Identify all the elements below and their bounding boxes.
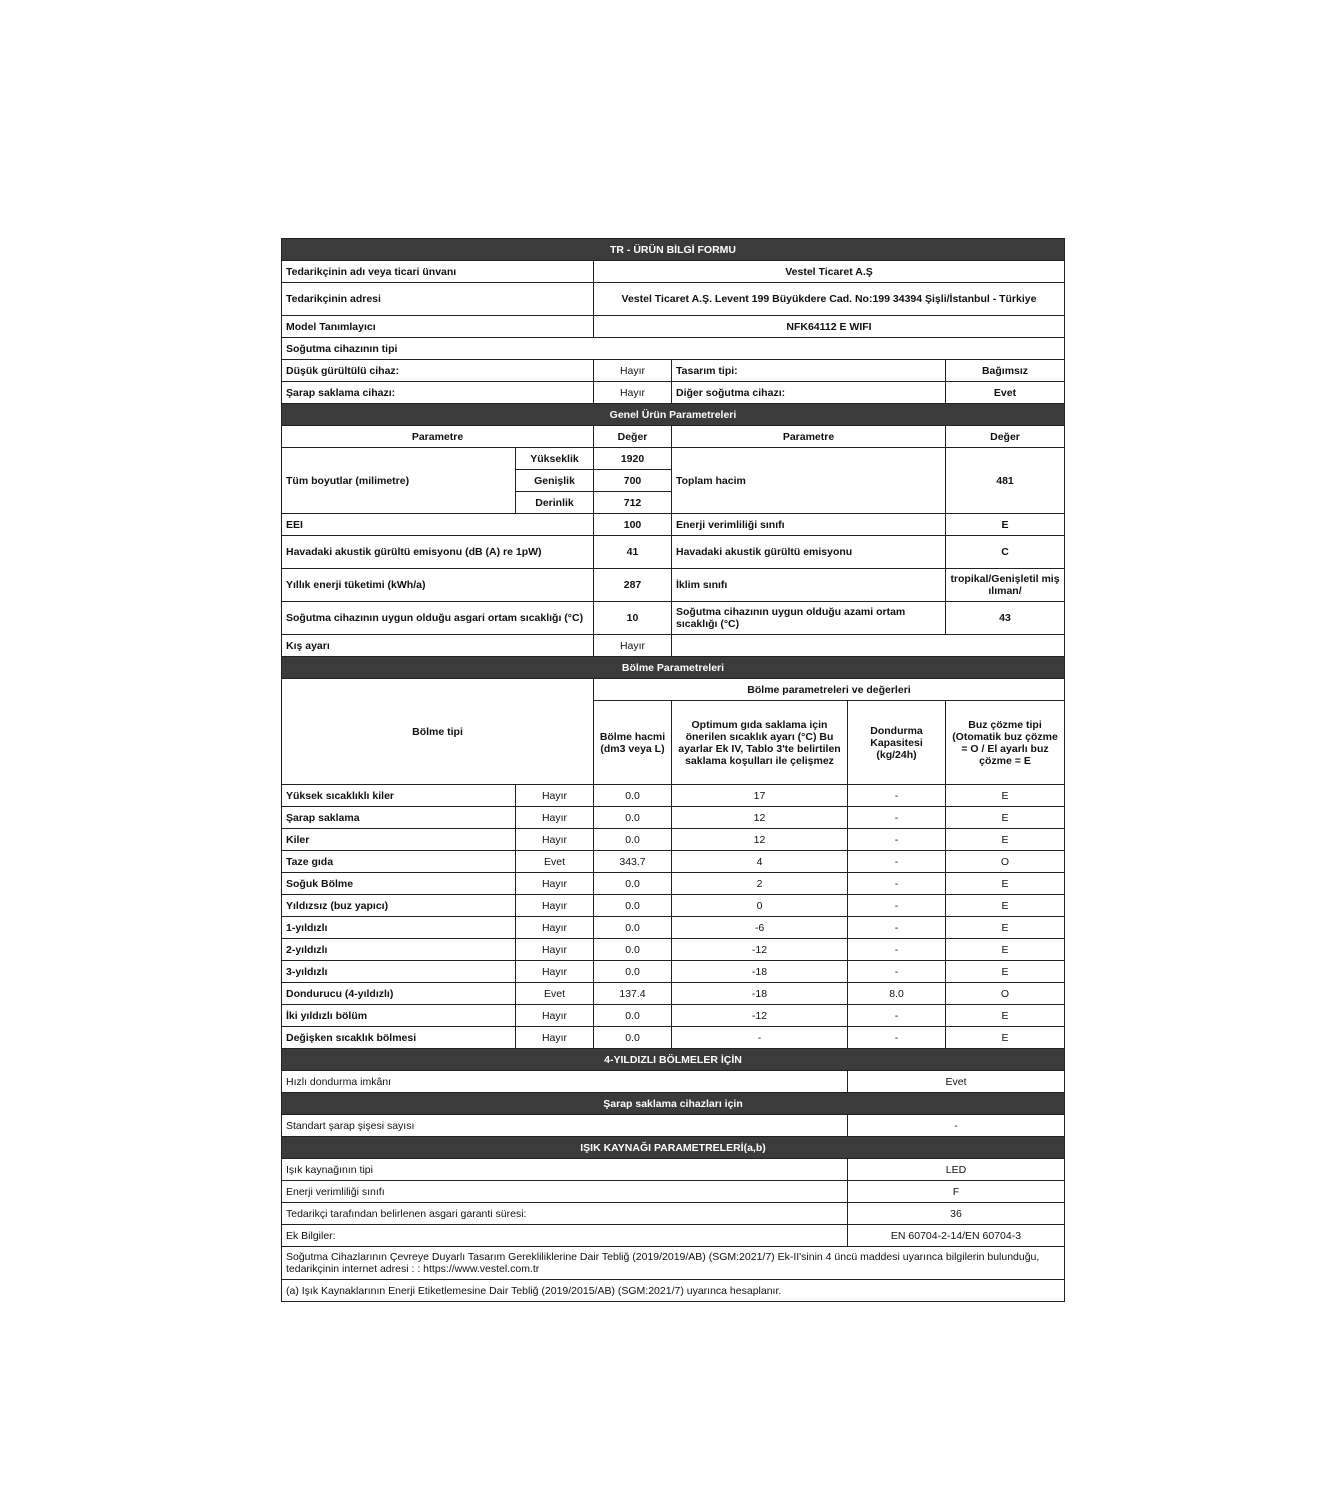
- compartment-freeze: -: [848, 829, 946, 851]
- compartment-freeze: -: [848, 1005, 946, 1027]
- wine-bottles-value: -: [848, 1115, 1065, 1137]
- min-temp-label: Soğutma cihazının uygun olduğu asgari ortam sıcaklığı (°C): [282, 602, 594, 635]
- winter-setting-empty: [672, 635, 1065, 657]
- energy-class-label: Enerji verimliliği sınıfı: [672, 514, 946, 536]
- compartment-defrost: E: [946, 1027, 1065, 1049]
- compartment-type-header: Bölme tipi: [282, 679, 594, 785]
- wine-device-label: Şarap saklama cihazı:: [282, 382, 594, 404]
- compartment-name: Soğuk Bölme: [282, 873, 516, 895]
- other-device-label: Diğer soğutma cihazı:: [672, 382, 946, 404]
- min-temp-value: 10: [594, 602, 672, 635]
- compartment-name: Dondurucu (4-yıldızlı): [282, 983, 516, 1005]
- compartment-subheader: Bölme parametreleri ve değerleri: [594, 679, 1065, 701]
- general-params-band: Genel Ürün Parametreleri: [282, 404, 1065, 426]
- compartment-defrost: E: [946, 873, 1065, 895]
- compartment-row: [282, 851, 1065, 873]
- annual-energy-label: Yıllık enerji tüketimi (kWh/a): [282, 569, 594, 602]
- regulation-note: Soğutma Cihazlarının Çevreye Duyarlı Tasarım Gerekliliklerine Dair Tebliğ (2019/2019/AB) (SGM:2021/7) Ek-II'sinin 4 üncü maddesi uyarınca bilgilerin bulunduğu, tedarikçinin internet adresi : : https://www.vestel.com.tr: [282, 1247, 1065, 1280]
- supplier-name-value: Vestel Ticaret A.Ş: [594, 261, 1065, 283]
- compartment-name: Kiler: [282, 829, 516, 851]
- compartment-row: [282, 829, 1065, 851]
- noise-db-label: Havadaki akustik gürültü emisyonu (dB (A) re 1pW): [282, 536, 594, 569]
- compartment-freeze: -: [848, 895, 946, 917]
- product-info-sheet: [281, 238, 1064, 1302]
- four-star-band: 4-YILDIZLI BÖLMELER İÇİN: [282, 1049, 1065, 1071]
- light-energy-class-value: F: [848, 1181, 1065, 1203]
- compartment-volume: 0.0: [594, 807, 672, 829]
- compartment-defrost: E: [946, 939, 1065, 961]
- compartment-freeze: -: [848, 961, 946, 983]
- compartment-row: [282, 983, 1065, 1005]
- compartment-row: [282, 785, 1065, 807]
- compartment-volume: 0.0: [594, 829, 672, 851]
- device-type-heading: Soğutma cihazının tipi: [282, 338, 1065, 360]
- compartment-temp: -12: [672, 939, 848, 961]
- compartment-present: Hayır: [516, 939, 594, 961]
- compartment-freeze: -: [848, 851, 946, 873]
- noise-db-value: 41: [594, 536, 672, 569]
- noise-class-value: C: [946, 536, 1065, 569]
- compartment-present: Evet: [516, 851, 594, 873]
- col-param-header-2: Parametre: [672, 426, 946, 448]
- dim-height-label: Yükseklik: [516, 448, 594, 470]
- low-noise-label: Düşük gürültülü cihaz:: [282, 360, 594, 382]
- compartment-temp: -12: [672, 1005, 848, 1027]
- compartment-volume: 137.4: [594, 983, 672, 1005]
- compartment-freeze: 8.0: [848, 983, 946, 1005]
- compartment-volume: 0.0: [594, 1027, 672, 1049]
- total-volume-value: 481: [946, 448, 1065, 514]
- design-type-label: Tasarım tipi:: [672, 360, 946, 382]
- compartment-params-band: Bölme Parametreleri: [282, 657, 1065, 679]
- extra-info-value: EN 60704-2-14/EN 60704-3: [848, 1225, 1065, 1247]
- compartment-row: [282, 939, 1065, 961]
- compartment-present: Hayır: [516, 873, 594, 895]
- model-label: Model Tanımlayıcı: [282, 316, 594, 338]
- supplier-address-value: Vestel Ticaret A.Ş. Levent 199 Büyükdere Cad. No:199 34394 Şişli/İstanbul - Türkiye: [594, 283, 1065, 316]
- dim-depth-label: Derinlik: [516, 492, 594, 514]
- form-title: TR - ÜRÜN BİLGİ FORMU: [282, 239, 1065, 261]
- wine-band: Şarap saklama cihazları için: [282, 1093, 1065, 1115]
- compartment-freeze: -: [848, 1027, 946, 1049]
- compartment-freeze-header: Dondurma Kapasitesi (kg/24h): [848, 701, 946, 785]
- compartment-temp: 2: [672, 873, 848, 895]
- compartment-defrost: E: [946, 895, 1065, 917]
- compartment-temp: 12: [672, 829, 848, 851]
- compartment-row: [282, 873, 1065, 895]
- dim-width-value: 700: [594, 470, 672, 492]
- compartment-volume-header: Bölme hacmi (dm3 veya L): [594, 701, 672, 785]
- compartment-volume: 0.0: [594, 961, 672, 983]
- col-value-header: Değer: [594, 426, 672, 448]
- eei-value: 100: [594, 514, 672, 536]
- compartment-volume: 0.0: [594, 873, 672, 895]
- compartment-temp: 0: [672, 895, 848, 917]
- compartment-temp: 12: [672, 807, 848, 829]
- compartment-freeze: -: [848, 939, 946, 961]
- dimensions-label: Tüm boyutlar (milimetre): [282, 448, 516, 514]
- dim-height-value: 1920: [594, 448, 672, 470]
- col-param-header: Parametre: [282, 426, 594, 448]
- compartment-name: Taze gıda: [282, 851, 516, 873]
- compartment-name: Değişken sıcaklık bölmesi: [282, 1027, 516, 1049]
- compartment-freeze: -: [848, 785, 946, 807]
- compartment-name: 2-yıldızlı: [282, 939, 516, 961]
- compartment-present: Hayır: [516, 1005, 594, 1027]
- design-type-value: Bağımsız: [946, 360, 1065, 382]
- eei-label: EEI: [282, 514, 594, 536]
- compartment-row: [282, 961, 1065, 983]
- light-regulation-note: (a) Işık Kaynaklarının Enerji Etiketlemesine Dair Tebliğ (2019/2015/AB) (SGM:2021/7) uyarınca hesaplanır.: [282, 1280, 1065, 1302]
- compartment-present: Evet: [516, 983, 594, 1005]
- compartment-defrost: E: [946, 807, 1065, 829]
- compartment-defrost: O: [946, 983, 1065, 1005]
- compartment-present: Hayır: [516, 785, 594, 807]
- compartment-row: [282, 807, 1065, 829]
- compartment-present: Hayır: [516, 807, 594, 829]
- compartment-name: Yıldızsız (buz yapıcı): [282, 895, 516, 917]
- compartment-volume: 0.0: [594, 895, 672, 917]
- compartment-name: 1-yıldızlı: [282, 917, 516, 939]
- other-device-value: Evet: [946, 382, 1065, 404]
- energy-class-value: E: [946, 514, 1065, 536]
- wine-device-value: Hayır: [594, 382, 672, 404]
- compartment-temp-header: Optimum gıda saklama için önerilen sıcaklık ayarı (°C) Bu ayarlar Ek IV, Tablo 3'te belirtilen saklama koşulları ile çelişmez: [672, 701, 848, 785]
- compartment-volume: 0.0: [594, 785, 672, 807]
- compartment-freeze: -: [848, 873, 946, 895]
- compartment-row: [282, 1005, 1065, 1027]
- dim-depth-value: 712: [594, 492, 672, 514]
- compartment-defrost-header: Buz çözme tipi (Otomatik buz çözme = O / El ayarlı buz çözme = E: [946, 701, 1065, 785]
- warranty-value: 36: [848, 1203, 1065, 1225]
- compartment-freeze: -: [848, 807, 946, 829]
- compartment-volume: 0.0: [594, 939, 672, 961]
- compartment-defrost: E: [946, 961, 1065, 983]
- compartment-present: Hayır: [516, 829, 594, 851]
- climate-class-label: İklim sınıfı: [672, 569, 946, 602]
- compartment-defrost: E: [946, 917, 1065, 939]
- total-volume-label: Toplam hacim: [672, 448, 946, 514]
- light-energy-class-label: Enerji verimliliği sınıfı: [282, 1181, 848, 1203]
- compartment-temp: -18: [672, 983, 848, 1005]
- light-type-label: Işık kaynağının tipi: [282, 1159, 848, 1181]
- compartment-row: [282, 1027, 1065, 1049]
- extra-info-label: Ek Bilgiler:: [282, 1225, 848, 1247]
- supplier-name-label: Tedarikçinin adı veya ticari ünvanı: [282, 261, 594, 283]
- dim-width-label: Genişlik: [516, 470, 594, 492]
- compartment-defrost: E: [946, 785, 1065, 807]
- fast-freeze-label: Hızlı dondurma imkânı: [282, 1071, 848, 1093]
- compartment-temp: -: [672, 1027, 848, 1049]
- compartment-temp: -18: [672, 961, 848, 983]
- compartment-present: Hayır: [516, 1027, 594, 1049]
- compartment-row: [282, 895, 1065, 917]
- compartment-volume: 0.0: [594, 917, 672, 939]
- wine-bottles-label: Standart şarap şişesi sayısı: [282, 1115, 848, 1137]
- compartment-defrost: E: [946, 1005, 1065, 1027]
- compartment-defrost: O: [946, 851, 1065, 873]
- supplier-address-label: Tedarikçinin adresi: [282, 283, 594, 316]
- compartment-temp: -6: [672, 917, 848, 939]
- compartment-name: 3-yıldızlı: [282, 961, 516, 983]
- compartment-present: Hayır: [516, 917, 594, 939]
- compartment-temp: 17: [672, 785, 848, 807]
- compartment-freeze: -: [848, 917, 946, 939]
- compartment-present: Hayır: [516, 961, 594, 983]
- compartment-temp: 4: [672, 851, 848, 873]
- col-value-header-2: Değer: [946, 426, 1065, 448]
- compartment-name: İki yıldızlı bölüm: [282, 1005, 516, 1027]
- climate-class-value: tropikal/Genişletil miş ılıman/: [946, 569, 1065, 602]
- compartment-name: Yüksek sıcaklıklı kiler: [282, 785, 516, 807]
- annual-energy-value: 287: [594, 569, 672, 602]
- warranty-label: Tedarikçi tarafından belirlenen asgari garanti süresi:: [282, 1203, 848, 1225]
- light-type-value: LED: [848, 1159, 1065, 1181]
- max-temp-value: 43: [946, 602, 1065, 635]
- low-noise-value: Hayır: [594, 360, 672, 382]
- compartment-row: [282, 917, 1065, 939]
- winter-setting-value: Hayır: [594, 635, 672, 657]
- winter-setting-label: Kış ayarı: [282, 635, 594, 657]
- compartment-volume: 0.0: [594, 1005, 672, 1027]
- light-source-band: IŞIK KAYNAĞI PARAMETRELERİ(a,b): [282, 1137, 1065, 1159]
- compartment-name: Şarap saklama: [282, 807, 516, 829]
- compartment-defrost: E: [946, 829, 1065, 851]
- compartment-present: Hayır: [516, 895, 594, 917]
- product-info-table: [281, 238, 1065, 1302]
- model-value: NFK64112 E WIFI: [594, 316, 1065, 338]
- fast-freeze-value: Evet: [848, 1071, 1065, 1093]
- compartment-volume: 343.7: [594, 851, 672, 873]
- noise-class-label: Havadaki akustik gürültü emisyonu: [672, 536, 946, 569]
- max-temp-label: Soğutma cihazının uygun olduğu azami ortam sıcaklığı (°C): [672, 602, 946, 635]
